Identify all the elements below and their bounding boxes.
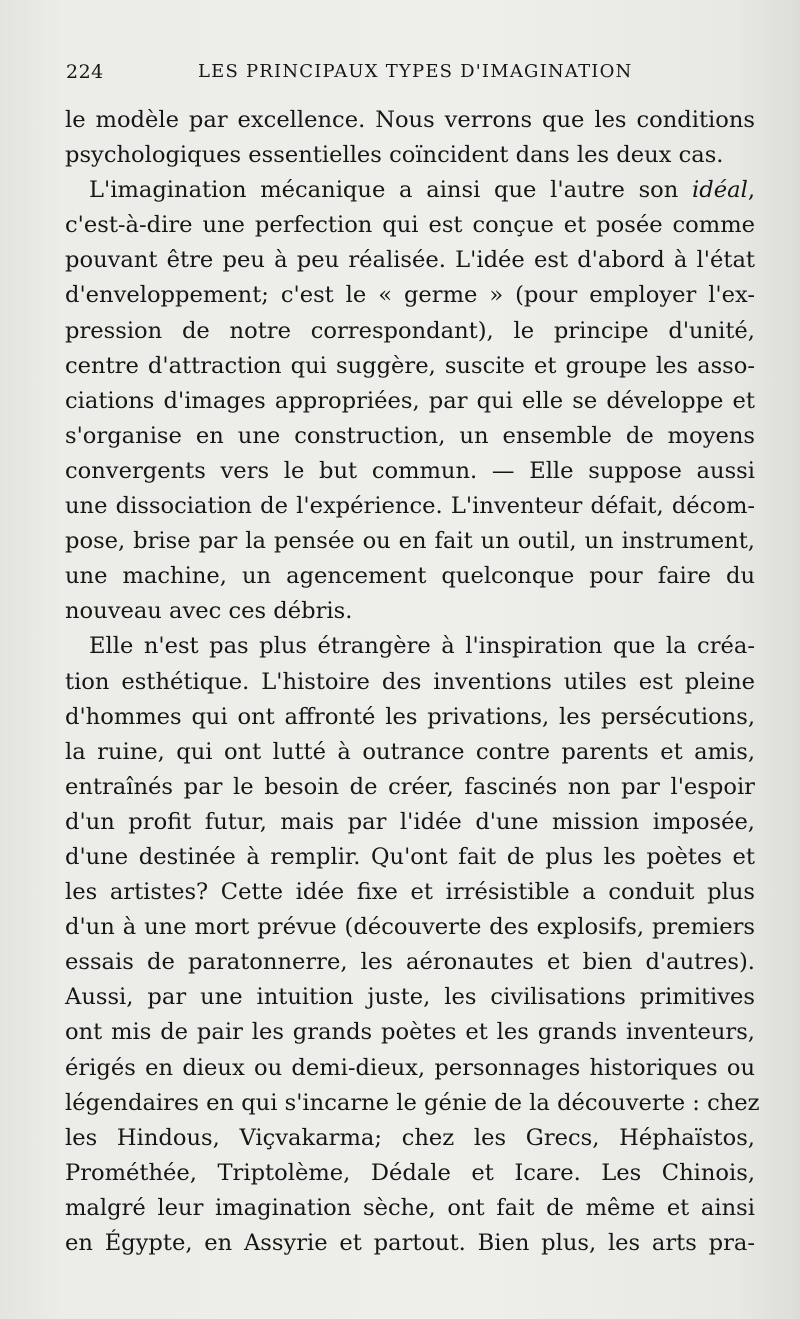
text-line: d'enveloppement; c'est le « germe » (pour employer l'ex-: [65, 282, 755, 309]
text-line: pression de notre correspondant), le principe d'unité,: [65, 317, 755, 344]
text-line: la ruine, qui ont lutté à outrance contre parents et amis,: [65, 738, 755, 765]
text-line: entraînés par le besoin de créer, fascinés non par l'espoir: [65, 773, 755, 800]
text-line: le modèle par excellence. Nous verrons que les conditions: [65, 107, 755, 133]
text-line: s'organise en une construction, un ensemble de moyens: [65, 422, 755, 449]
text-line: d'une destinée à remplir. Qu'ont fait de plus les poètes et: [65, 843, 755, 870]
emphasized-word: idéal: [692, 177, 748, 204]
text-line: L'imagination mécanique a ainsi que l'autre son idéal,: [89, 177, 755, 204]
text-line: malgré leur imagination sèche, ont fait de même et ainsi: [65, 1194, 755, 1221]
text-line: les Hindous, Viçvakarma; chez les Grecs, Héphaïstos,: [65, 1124, 755, 1151]
body-text: [65, 103, 760, 1261]
text-line: d'un profit futur, mais par l'idée d'une mission imposée,: [65, 808, 755, 835]
page-number: 224: [66, 61, 104, 83]
text-line: ciations d'images appropriées, par qui elle se développe et: [65, 387, 755, 414]
text-line: Aussi, par une intuition juste, les civilisations primitives: [65, 984, 755, 1011]
text-line: c'est-à-dire une perfection qui est conçue et posée comme: [65, 212, 755, 239]
text-line: tion esthétique. L'histoire des inventions utiles est pleine: [65, 668, 755, 695]
text-line: Prométhée, Triptolème, Dédale et Icare. Les Chinois,: [65, 1159, 755, 1186]
text-line: les artistes? Cette idée fixe et irrésistible a conduit plus: [65, 879, 755, 906]
text-line: une dissociation de l'expérience. L'inventeur défait, décom-: [65, 493, 755, 520]
text-line: psychologiques essentielles coïncident dans les deux cas.: [65, 142, 724, 169]
text-line: en Égypte, en Assyrie et partout. Bien plus, les arts pra-: [65, 1230, 755, 1256]
text-line: pouvant être peu à peu réalisée. L'idée est d'abord à l'état: [65, 247, 755, 274]
text-line: convergents vers le but commun. — Elle suppose aussi: [65, 457, 755, 484]
text-line: essais de paratonnerre, les aéronautes et bien d'autres).: [65, 949, 755, 976]
text-line: ont mis de pair les grands poètes et les grands inventeurs,: [65, 1019, 755, 1046]
text-line: érigés en dieux ou demi-dieux, personnages historiques ou: [65, 1054, 755, 1081]
text-line: Elle n'est pas plus étrangère à l'inspiration que la créa-: [89, 633, 755, 660]
text-line: centre d'attraction qui suggère, suscite et groupe les asso-: [65, 352, 755, 379]
running-title: LES PRINCIPAUX TYPES D'IMAGINATION: [198, 61, 633, 82]
page-header: [66, 61, 641, 87]
text-line: nouveau avec ces débris.: [65, 598, 353, 625]
text-line: pose, brise par la pensée ou en fait un outil, un instrument,: [65, 528, 755, 555]
text-line: d'un à une mort prévue (découverte des explosifs, premiers: [65, 914, 755, 941]
text-line: d'hommes qui ont affronté les privations, les persécutions,: [65, 703, 755, 730]
text-line: une machine, un agencement quelconque pour faire du: [65, 563, 755, 590]
text-line: légendaires en qui s'incarne le génie de la découverte : chez: [65, 1089, 760, 1116]
